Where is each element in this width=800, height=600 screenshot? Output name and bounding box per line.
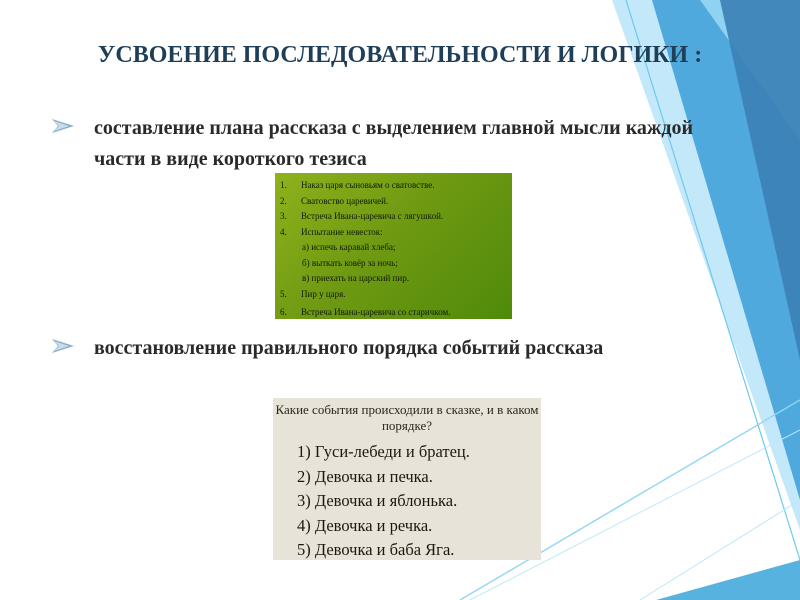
plan-subitem [280, 271, 508, 287]
event-order-item: 4) Девочка и речка. [297, 515, 433, 535]
plan-item-number: 6. [280, 307, 287, 317]
bullet-item-order [52, 333, 732, 364]
arrow-bullet-icon [52, 339, 74, 353]
plan-item-text: Встреча Ивана-царевича с лягушкой. [301, 211, 444, 221]
plan-subitem-text: а) испечь каравай хлеба; [302, 242, 396, 252]
plan-subitem-text: б) выткать ковёр за ночь; [302, 257, 398, 268]
plan-item-number: 4. [280, 226, 287, 237]
event-order-item: 3) Девочка и яблонька. [297, 491, 458, 510]
plan-item-number: 5. [280, 288, 287, 299]
bullet-item-plan [52, 113, 732, 175]
event-order-item: 2) Девочка и печка. [297, 466, 433, 486]
plan-item [280, 305, 508, 321]
event-order-item: 1) Гуси-лебеди и братец. [297, 442, 470, 461]
plan-item [280, 287, 508, 303]
event-order-image [273, 398, 541, 560]
plan-item-text: Испытание невесток: [301, 226, 383, 237]
plan-item [280, 209, 508, 225]
bullet-text: восстановление правильного порядка событий рассказа [94, 337, 604, 359]
plan-item-number: 3. [280, 211, 287, 221]
plan-item-text: Сватовство царевичей. [301, 195, 389, 206]
plan-item-number: 1. [280, 180, 287, 190]
plan-item-text: Наказ царя сыновьям о сватовстве. [301, 180, 435, 190]
plan-item [280, 225, 508, 241]
slide-title: УСВОЕНИЕ ПОСЛЕДОВАТЕЛЬНОСТИ И ЛОГИКИ : [97, 42, 703, 68]
event-order-list [297, 440, 470, 563]
decor-bottom-wedge [656, 560, 800, 600]
plan-item [280, 178, 508, 194]
event-order-item: 5) Девочка и баба Яга. [297, 540, 455, 559]
event-order-question: Какие события происходили в сказке, и в каком порядке? [275, 402, 539, 433]
bullet-text: составление плана рассказа с выделением главной мысли каждой части в виде короткого тезиса [94, 117, 694, 170]
plan-subitem-text: в) приехать на царский пир. [302, 273, 409, 283]
arrow-bullet-icon [52, 119, 74, 133]
plan-item [280, 194, 508, 210]
plan-subitem [280, 256, 508, 272]
plan-item-text: Встреча Ивана-царевича со старичком. [301, 307, 451, 317]
plan-item-number: 2. [280, 195, 287, 206]
story-plan-image [275, 173, 512, 319]
plan-item-text: Пир у царя. [301, 288, 346, 299]
plan-subitem [280, 240, 508, 256]
